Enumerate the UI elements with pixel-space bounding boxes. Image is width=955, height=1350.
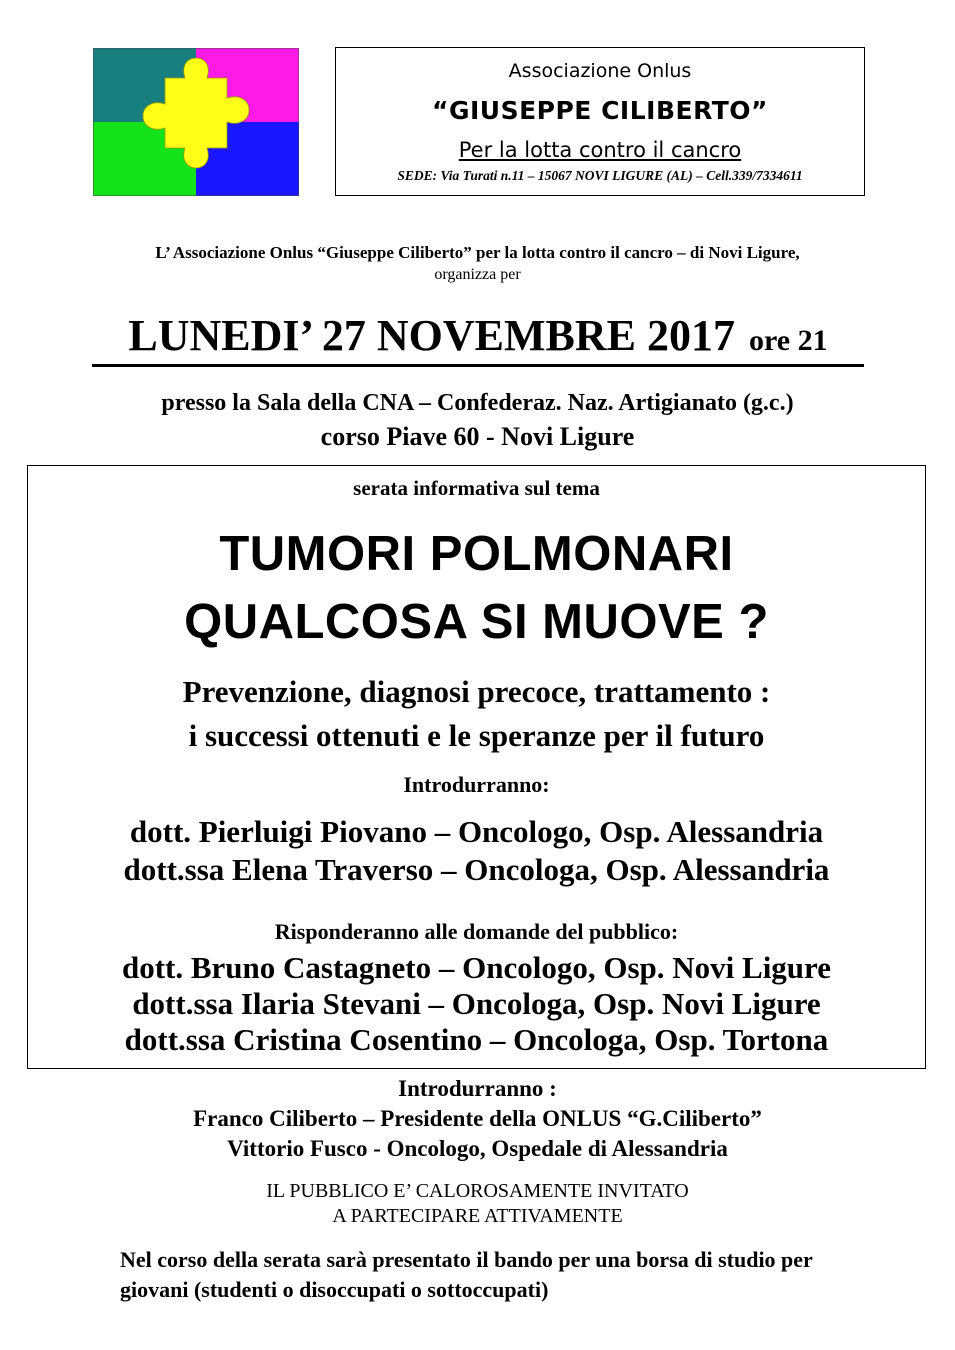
event-place-line-1: presso la Sala della CNA – Confederaz. Naz. Artigianato (g.c.) bbox=[161, 390, 794, 416]
responder-1: dott. Bruno Castagneto – Oncologo, Osp. Novi Ligure bbox=[121, 950, 832, 985]
footer-introducers-label: Introdurranno : bbox=[398, 1076, 557, 1101]
event-place-line-2: corso Piave 60 - Novi Ligure bbox=[320, 422, 635, 451]
association-tagline-text: Per la lotta contro il cancro bbox=[458, 138, 742, 162]
event-date bbox=[92, 310, 864, 367]
event-time: ore 21 bbox=[749, 324, 828, 357]
scholarship-note: Nel corso della serata sarà presentato il bando per una borsa di studio per giovani (studenti o disoccupati o sottoccupati) bbox=[120, 1247, 813, 1302]
responders-label: Risponderanno alle domande del pubblico: bbox=[274, 919, 679, 944]
invite-line-2: A PARTECIPARE ATTIVAMENTE bbox=[332, 1205, 623, 1227]
association-sede: SEDE: Via Turati n.11 – 15067 NOVI LIGURE (AL) – Cell.339/7334611 bbox=[397, 168, 803, 183]
invite-line-1: IL PUBBLICO E’ CALOROSAMENTE INVITATO bbox=[266, 1180, 689, 1202]
main-box bbox=[27, 465, 926, 1069]
introducer-1: dott. Pierluigi Piovano – Oncologo, Osp. Alessandria bbox=[129, 814, 824, 849]
responder-3: dott.ssa Cristina Cosentino – Oncologa, Osp. Tortona bbox=[124, 1022, 829, 1057]
intro-line-2: organizza per bbox=[434, 266, 521, 283]
responder-2: dott.ssa Ilaria Stevani – Oncologa, Osp. Novi Ligure bbox=[132, 986, 821, 1021]
puzzle-logo-icon bbox=[93, 48, 299, 196]
association-type: Associazione Onlus bbox=[508, 60, 692, 82]
event-date-text: LUNEDI’ 27 NOVEMBRE 2017 bbox=[128, 311, 736, 360]
association-tagline bbox=[336, 138, 864, 162]
introducers-label: Introdurranno: bbox=[403, 772, 550, 797]
introducer-2: dott.ssa Elena Traverso – Oncologa, Osp. Alessandria bbox=[123, 852, 830, 887]
subtitle-line-1: Prevenzione, diagnosi precoce, trattamento : bbox=[182, 674, 771, 709]
footer-introducer-2: Vittorio Fusco - Oncologo, Ospedale di Alessandria bbox=[227, 1136, 728, 1161]
intro-line-1: L’ Associazione Onlus “Giuseppe Ciliberto” per la lotta contro il cancro – di Novi Ligure, bbox=[155, 243, 800, 262]
title-line-2: QUALCOSA SI MUOVE ? bbox=[184, 595, 769, 649]
footer-introducer-1: Franco Ciliberto – Presidente della ONLUS “G.Ciliberto” bbox=[193, 1106, 762, 1131]
association-name: “GIUSEPPE CILIBERTO” bbox=[432, 96, 768, 125]
title-line-1: TUMORI POLMONARI bbox=[219, 527, 734, 581]
subtitle-line-2: i successi ottenuti e le speranze per il futuro bbox=[188, 718, 765, 753]
logo-graphic bbox=[93, 48, 299, 196]
serata-label: serata informativa sul tema bbox=[353, 476, 600, 500]
header-box bbox=[335, 47, 865, 196]
